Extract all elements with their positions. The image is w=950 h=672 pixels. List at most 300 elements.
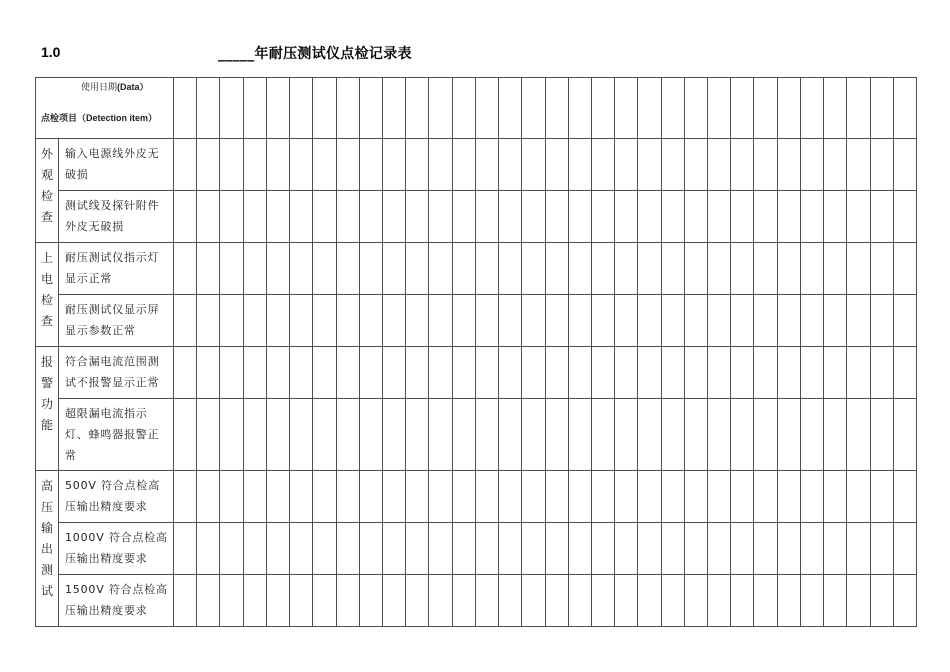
check-result-cell[interactable] — [870, 399, 893, 471]
check-result-cell[interactable] — [197, 471, 220, 523]
check-result-cell[interactable] — [847, 191, 870, 243]
check-result-cell[interactable] — [197, 295, 220, 347]
check-result-cell[interactable] — [359, 139, 382, 191]
date-header-cell[interactable] — [197, 78, 220, 139]
check-result-cell[interactable] — [313, 243, 336, 295]
check-result-cell[interactable] — [499, 139, 522, 191]
check-result-cell[interactable] — [800, 471, 823, 523]
check-result-cell[interactable] — [313, 139, 336, 191]
date-header-cell[interactable] — [568, 78, 591, 139]
check-result-cell[interactable] — [220, 471, 243, 523]
check-result-cell[interactable] — [522, 295, 545, 347]
check-result-cell[interactable] — [359, 243, 382, 295]
check-result-cell[interactable] — [382, 575, 405, 627]
check-result-cell[interactable] — [638, 523, 661, 575]
check-result-cell[interactable] — [313, 523, 336, 575]
check-result-cell[interactable] — [243, 139, 266, 191]
check-result-cell[interactable] — [824, 139, 847, 191]
check-result-cell[interactable] — [266, 243, 289, 295]
check-result-cell[interactable] — [893, 347, 916, 399]
check-result-cell[interactable] — [220, 347, 243, 399]
check-result-cell[interactable] — [197, 575, 220, 627]
check-result-cell[interactable] — [661, 471, 684, 523]
check-result-cell[interactable] — [452, 243, 475, 295]
check-result-cell[interactable] — [522, 347, 545, 399]
date-header-cell[interactable] — [174, 78, 197, 139]
check-result-cell[interactable] — [290, 471, 313, 523]
date-header-cell[interactable] — [522, 78, 545, 139]
date-header-cell[interactable] — [406, 78, 429, 139]
check-result-cell[interactable] — [893, 191, 916, 243]
check-result-cell[interactable] — [452, 347, 475, 399]
check-result-cell[interactable] — [243, 523, 266, 575]
check-result-cell[interactable] — [731, 295, 754, 347]
check-result-cell[interactable] — [870, 523, 893, 575]
check-result-cell[interactable] — [615, 347, 638, 399]
check-result-cell[interactable] — [708, 347, 731, 399]
check-result-cell[interactable] — [522, 139, 545, 191]
check-result-cell[interactable] — [499, 471, 522, 523]
check-result-cell[interactable] — [731, 471, 754, 523]
check-result-cell[interactable] — [475, 347, 498, 399]
check-result-cell[interactable] — [266, 347, 289, 399]
check-result-cell[interactable] — [684, 295, 707, 347]
check-result-cell[interactable] — [893, 139, 916, 191]
check-result-cell[interactable] — [174, 575, 197, 627]
check-result-cell[interactable] — [336, 471, 359, 523]
check-result-cell[interactable] — [220, 575, 243, 627]
date-header-cell[interactable] — [499, 78, 522, 139]
check-result-cell[interactable] — [545, 575, 568, 627]
check-result-cell[interactable] — [382, 471, 405, 523]
check-result-cell[interactable] — [499, 523, 522, 575]
check-result-cell[interactable] — [591, 471, 614, 523]
check-result-cell[interactable] — [313, 575, 336, 627]
check-result-cell[interactable] — [684, 139, 707, 191]
check-result-cell[interactable] — [847, 295, 870, 347]
check-result-cell[interactable] — [429, 575, 452, 627]
check-result-cell[interactable] — [824, 471, 847, 523]
check-result-cell[interactable] — [568, 243, 591, 295]
check-result-cell[interactable] — [754, 347, 777, 399]
check-result-cell[interactable] — [568, 523, 591, 575]
check-result-cell[interactable] — [452, 191, 475, 243]
check-result-cell[interactable] — [615, 295, 638, 347]
check-result-cell[interactable] — [754, 243, 777, 295]
check-result-cell[interactable] — [591, 243, 614, 295]
check-result-cell[interactable] — [708, 295, 731, 347]
check-result-cell[interactable] — [708, 575, 731, 627]
date-header-cell[interactable] — [452, 78, 475, 139]
check-result-cell[interactable] — [754, 399, 777, 471]
check-result-cell[interactable] — [731, 399, 754, 471]
date-header-cell[interactable] — [731, 78, 754, 139]
check-result-cell[interactable] — [777, 523, 800, 575]
check-result-cell[interactable] — [266, 191, 289, 243]
check-result-cell[interactable] — [545, 139, 568, 191]
check-result-cell[interactable] — [661, 575, 684, 627]
check-result-cell[interactable] — [197, 139, 220, 191]
check-result-cell[interactable] — [731, 347, 754, 399]
check-result-cell[interactable] — [545, 471, 568, 523]
check-result-cell[interactable] — [568, 295, 591, 347]
check-result-cell[interactable] — [336, 139, 359, 191]
check-result-cell[interactable] — [661, 243, 684, 295]
check-result-cell[interactable] — [661, 523, 684, 575]
check-result-cell[interactable] — [893, 399, 916, 471]
check-result-cell[interactable] — [266, 575, 289, 627]
date-header-cell[interactable] — [243, 78, 266, 139]
check-result-cell[interactable] — [591, 295, 614, 347]
check-result-cell[interactable] — [545, 243, 568, 295]
check-result-cell[interactable] — [406, 575, 429, 627]
check-result-cell[interactable] — [174, 295, 197, 347]
check-result-cell[interactable] — [522, 191, 545, 243]
check-result-cell[interactable] — [638, 243, 661, 295]
check-result-cell[interactable] — [266, 471, 289, 523]
check-result-cell[interactable] — [522, 523, 545, 575]
check-result-cell[interactable] — [568, 191, 591, 243]
check-result-cell[interactable] — [313, 347, 336, 399]
check-result-cell[interactable] — [893, 295, 916, 347]
check-result-cell[interactable] — [870, 347, 893, 399]
check-result-cell[interactable] — [615, 139, 638, 191]
date-header-cell[interactable] — [220, 78, 243, 139]
check-result-cell[interactable] — [545, 347, 568, 399]
check-result-cell[interactable] — [777, 471, 800, 523]
check-result-cell[interactable] — [777, 399, 800, 471]
check-result-cell[interactable] — [615, 471, 638, 523]
check-result-cell[interactable] — [266, 399, 289, 471]
check-result-cell[interactable] — [197, 191, 220, 243]
check-result-cell[interactable] — [382, 139, 405, 191]
date-header-cell[interactable] — [638, 78, 661, 139]
check-result-cell[interactable] — [615, 523, 638, 575]
check-result-cell[interactable] — [336, 347, 359, 399]
check-result-cell[interactable] — [429, 243, 452, 295]
check-result-cell[interactable] — [220, 243, 243, 295]
check-result-cell[interactable] — [336, 295, 359, 347]
check-result-cell[interactable] — [684, 347, 707, 399]
check-result-cell[interactable] — [545, 523, 568, 575]
check-result-cell[interactable] — [522, 575, 545, 627]
check-result-cell[interactable] — [684, 243, 707, 295]
check-result-cell[interactable] — [870, 575, 893, 627]
check-result-cell[interactable] — [824, 575, 847, 627]
check-result-cell[interactable] — [174, 139, 197, 191]
check-result-cell[interactable] — [591, 139, 614, 191]
check-result-cell[interactable] — [731, 575, 754, 627]
check-result-cell[interactable] — [429, 523, 452, 575]
check-result-cell[interactable] — [475, 295, 498, 347]
check-result-cell[interactable] — [406, 347, 429, 399]
date-header-cell[interactable] — [800, 78, 823, 139]
check-result-cell[interactable] — [754, 191, 777, 243]
check-result-cell[interactable] — [800, 139, 823, 191]
check-result-cell[interactable] — [893, 523, 916, 575]
check-result-cell[interactable] — [731, 243, 754, 295]
check-result-cell[interactable] — [475, 523, 498, 575]
check-result-cell[interactable] — [870, 139, 893, 191]
check-result-cell[interactable] — [708, 243, 731, 295]
check-result-cell[interactable] — [197, 399, 220, 471]
check-result-cell[interactable] — [638, 139, 661, 191]
check-result-cell[interactable] — [545, 191, 568, 243]
check-result-cell[interactable] — [359, 523, 382, 575]
check-result-cell[interactable] — [615, 243, 638, 295]
check-result-cell[interactable] — [638, 191, 661, 243]
check-result-cell[interactable] — [824, 347, 847, 399]
check-result-cell[interactable] — [568, 139, 591, 191]
check-result-cell[interactable] — [243, 575, 266, 627]
date-header-cell[interactable] — [661, 78, 684, 139]
check-result-cell[interactable] — [893, 471, 916, 523]
check-result-cell[interactable] — [429, 139, 452, 191]
check-result-cell[interactable] — [708, 471, 731, 523]
check-result-cell[interactable] — [847, 139, 870, 191]
check-result-cell[interactable] — [336, 575, 359, 627]
check-result-cell[interactable] — [382, 243, 405, 295]
check-result-cell[interactable] — [475, 243, 498, 295]
check-result-cell[interactable] — [359, 191, 382, 243]
check-result-cell[interactable] — [870, 191, 893, 243]
date-header-cell[interactable] — [429, 78, 452, 139]
check-result-cell[interactable] — [336, 191, 359, 243]
check-result-cell[interactable] — [777, 295, 800, 347]
date-header-cell[interactable] — [545, 78, 568, 139]
date-header-cell[interactable] — [290, 78, 313, 139]
check-result-cell[interactable] — [429, 295, 452, 347]
check-result-cell[interactable] — [290, 575, 313, 627]
check-result-cell[interactable] — [847, 575, 870, 627]
check-result-cell[interactable] — [847, 347, 870, 399]
check-result-cell[interactable] — [684, 523, 707, 575]
check-result-cell[interactable] — [638, 471, 661, 523]
check-result-cell[interactable] — [406, 471, 429, 523]
check-result-cell[interactable] — [777, 243, 800, 295]
check-result-cell[interactable] — [406, 399, 429, 471]
check-result-cell[interactable] — [429, 399, 452, 471]
date-header-cell[interactable] — [754, 78, 777, 139]
check-result-cell[interactable] — [174, 243, 197, 295]
check-result-cell[interactable] — [870, 471, 893, 523]
check-result-cell[interactable] — [777, 139, 800, 191]
date-header-cell[interactable] — [615, 78, 638, 139]
check-result-cell[interactable] — [661, 191, 684, 243]
check-result-cell[interactable] — [220, 399, 243, 471]
date-header-cell[interactable] — [777, 78, 800, 139]
check-result-cell[interactable] — [800, 575, 823, 627]
check-result-cell[interactable] — [382, 295, 405, 347]
check-result-cell[interactable] — [197, 243, 220, 295]
check-result-cell[interactable] — [870, 243, 893, 295]
check-result-cell[interactable] — [406, 139, 429, 191]
check-result-cell[interactable] — [220, 295, 243, 347]
check-result-cell[interactable] — [615, 399, 638, 471]
check-result-cell[interactable] — [382, 347, 405, 399]
check-result-cell[interactable] — [499, 399, 522, 471]
check-result-cell[interactable] — [429, 191, 452, 243]
check-result-cell[interactable] — [174, 471, 197, 523]
check-result-cell[interactable] — [545, 295, 568, 347]
check-result-cell[interactable] — [893, 575, 916, 627]
check-result-cell[interactable] — [266, 523, 289, 575]
check-result-cell[interactable] — [661, 295, 684, 347]
check-result-cell[interactable] — [568, 575, 591, 627]
check-result-cell[interactable] — [290, 295, 313, 347]
date-header-cell[interactable] — [382, 78, 405, 139]
check-result-cell[interactable] — [684, 575, 707, 627]
check-result-cell[interactable] — [591, 575, 614, 627]
date-header-cell[interactable] — [266, 78, 289, 139]
check-result-cell[interactable] — [243, 295, 266, 347]
check-result-cell[interactable] — [754, 139, 777, 191]
check-result-cell[interactable] — [638, 295, 661, 347]
date-header-cell[interactable] — [336, 78, 359, 139]
check-result-cell[interactable] — [499, 295, 522, 347]
date-header-cell[interactable] — [893, 78, 916, 139]
check-result-cell[interactable] — [359, 399, 382, 471]
check-result-cell[interactable] — [266, 139, 289, 191]
check-result-cell[interactable] — [800, 347, 823, 399]
check-result-cell[interactable] — [754, 523, 777, 575]
check-result-cell[interactable] — [847, 243, 870, 295]
check-result-cell[interactable] — [243, 399, 266, 471]
check-result-cell[interactable] — [522, 471, 545, 523]
check-result-cell[interactable] — [266, 295, 289, 347]
check-result-cell[interactable] — [684, 399, 707, 471]
check-result-cell[interactable] — [708, 191, 731, 243]
date-header-cell[interactable] — [684, 78, 707, 139]
check-result-cell[interactable] — [174, 191, 197, 243]
check-result-cell[interactable] — [522, 399, 545, 471]
check-result-cell[interactable] — [824, 399, 847, 471]
check-result-cell[interactable] — [615, 191, 638, 243]
check-result-cell[interactable] — [290, 243, 313, 295]
check-result-cell[interactable] — [638, 347, 661, 399]
check-result-cell[interactable] — [708, 139, 731, 191]
check-result-cell[interactable] — [684, 471, 707, 523]
check-result-cell[interactable] — [847, 471, 870, 523]
date-header-cell[interactable] — [708, 78, 731, 139]
check-result-cell[interactable] — [754, 575, 777, 627]
check-result-cell[interactable] — [359, 575, 382, 627]
check-result-cell[interactable] — [800, 399, 823, 471]
check-result-cell[interactable] — [568, 399, 591, 471]
check-result-cell[interactable] — [336, 243, 359, 295]
date-header-cell[interactable] — [870, 78, 893, 139]
check-result-cell[interactable] — [824, 523, 847, 575]
check-result-cell[interactable] — [452, 139, 475, 191]
check-result-cell[interactable] — [591, 191, 614, 243]
check-result-cell[interactable] — [591, 347, 614, 399]
check-result-cell[interactable] — [406, 295, 429, 347]
check-result-cell[interactable] — [638, 399, 661, 471]
date-header-cell[interactable] — [359, 78, 382, 139]
check-result-cell[interactable] — [429, 471, 452, 523]
check-result-cell[interactable] — [220, 139, 243, 191]
check-result-cell[interactable] — [731, 139, 754, 191]
check-result-cell[interactable] — [382, 523, 405, 575]
check-result-cell[interactable] — [684, 191, 707, 243]
check-result-cell[interactable] — [429, 347, 452, 399]
check-result-cell[interactable] — [568, 471, 591, 523]
check-result-cell[interactable] — [800, 295, 823, 347]
check-result-cell[interactable] — [220, 191, 243, 243]
check-result-cell[interactable] — [568, 347, 591, 399]
date-header-cell[interactable] — [591, 78, 614, 139]
check-result-cell[interactable] — [777, 575, 800, 627]
date-header-cell[interactable] — [313, 78, 336, 139]
check-result-cell[interactable] — [313, 295, 336, 347]
check-result-cell[interactable] — [475, 399, 498, 471]
check-result-cell[interactable] — [452, 295, 475, 347]
check-result-cell[interactable] — [382, 191, 405, 243]
check-result-cell[interactable] — [591, 523, 614, 575]
check-result-cell[interactable] — [452, 523, 475, 575]
check-result-cell[interactable] — [661, 399, 684, 471]
check-result-cell[interactable] — [359, 295, 382, 347]
check-result-cell[interactable] — [336, 399, 359, 471]
check-result-cell[interactable] — [220, 523, 243, 575]
check-result-cell[interactable] — [847, 523, 870, 575]
check-result-cell[interactable] — [174, 523, 197, 575]
check-result-cell[interactable] — [243, 191, 266, 243]
check-result-cell[interactable] — [591, 399, 614, 471]
check-result-cell[interactable] — [475, 471, 498, 523]
check-result-cell[interactable] — [545, 399, 568, 471]
check-result-cell[interactable] — [661, 347, 684, 399]
check-result-cell[interactable] — [499, 575, 522, 627]
check-result-cell[interactable] — [731, 191, 754, 243]
check-result-cell[interactable] — [661, 139, 684, 191]
check-result-cell[interactable] — [290, 399, 313, 471]
check-result-cell[interactable] — [708, 399, 731, 471]
date-header-cell[interactable] — [824, 78, 847, 139]
check-result-cell[interactable] — [406, 243, 429, 295]
check-result-cell[interactable] — [824, 295, 847, 347]
check-result-cell[interactable] — [452, 399, 475, 471]
check-result-cell[interactable] — [359, 471, 382, 523]
check-result-cell[interactable] — [800, 523, 823, 575]
check-result-cell[interactable] — [754, 295, 777, 347]
check-result-cell[interactable] — [313, 399, 336, 471]
check-result-cell[interactable] — [313, 471, 336, 523]
check-result-cell[interactable] — [336, 523, 359, 575]
check-result-cell[interactable] — [870, 295, 893, 347]
check-result-cell[interactable] — [406, 523, 429, 575]
check-result-cell[interactable] — [290, 191, 313, 243]
check-result-cell[interactable] — [800, 243, 823, 295]
date-header-cell[interactable] — [847, 78, 870, 139]
check-result-cell[interactable] — [290, 523, 313, 575]
check-result-cell[interactable] — [243, 243, 266, 295]
check-result-cell[interactable] — [290, 139, 313, 191]
check-result-cell[interactable] — [499, 347, 522, 399]
check-result-cell[interactable] — [475, 191, 498, 243]
check-result-cell[interactable] — [777, 347, 800, 399]
check-result-cell[interactable] — [638, 575, 661, 627]
date-header-cell[interactable] — [475, 78, 498, 139]
check-result-cell[interactable] — [406, 191, 429, 243]
check-result-cell[interactable] — [359, 347, 382, 399]
check-result-cell[interactable] — [197, 523, 220, 575]
check-result-cell[interactable] — [382, 399, 405, 471]
check-result-cell[interactable] — [777, 191, 800, 243]
check-result-cell[interactable] — [452, 575, 475, 627]
check-result-cell[interactable] — [174, 347, 197, 399]
check-result-cell[interactable] — [824, 243, 847, 295]
